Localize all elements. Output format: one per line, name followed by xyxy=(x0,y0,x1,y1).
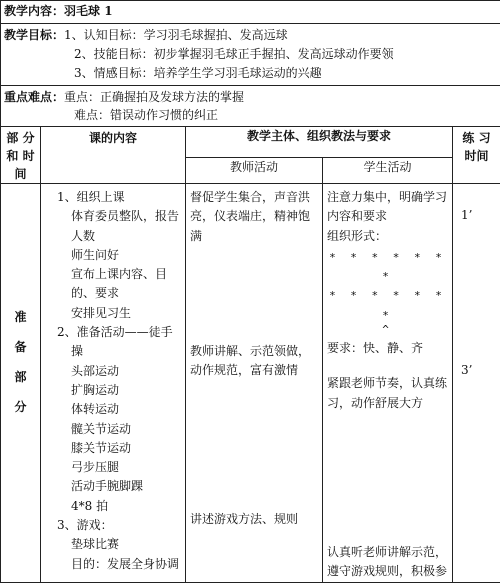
text-line: 紧跟老师节奏，认真练 xyxy=(327,374,448,393)
key-points-row xyxy=(1,86,500,127)
content-line: 4*8 拍 xyxy=(41,497,185,516)
teacher-block-1 xyxy=(190,188,318,246)
text-line: 亮，仪表端庄，精神饱 xyxy=(190,207,318,226)
teacher-block-2 xyxy=(190,342,318,381)
content-line: 操 xyxy=(41,342,185,361)
content-line: 1、组织上课 xyxy=(41,188,185,207)
content-row xyxy=(1,1,500,24)
goals-row xyxy=(1,24,500,86)
time-2: 3’ xyxy=(461,361,500,380)
text-line: 满 xyxy=(190,227,318,246)
text-line: 备 xyxy=(1,332,40,362)
col-content: 课的内容 xyxy=(41,127,185,147)
col-student: 学生活动 xyxy=(323,158,452,176)
content-line: 目的：发展全身协调 xyxy=(41,555,185,574)
teacher-activity xyxy=(190,184,318,530)
content-line: 弓步压腿 xyxy=(41,458,185,477)
content-line: 头部运动 xyxy=(41,362,185,381)
content-line: 3、游戏： xyxy=(41,516,185,535)
content-list xyxy=(41,184,185,574)
content-line: 2、准备活动——徒手 xyxy=(41,323,185,342)
col-main: 教学主体、组织教法与要求 xyxy=(186,127,452,146)
col-teacher: 教师活动 xyxy=(186,158,322,176)
student-block-4 xyxy=(327,543,448,582)
goal-3: 3、情感目标：培养学生学习羽毛球运动的兴趣 xyxy=(4,64,497,83)
text-line: 准 xyxy=(1,302,40,332)
practice-times xyxy=(453,206,500,381)
formation-stars xyxy=(327,248,448,335)
text-line: 部 xyxy=(1,362,40,392)
content-line: 师生问好 xyxy=(41,246,185,265)
text-line: 分 xyxy=(1,392,40,422)
col-part-line2: 和 时 xyxy=(1,147,40,165)
text-line: 注意力集中，明确学习 xyxy=(327,188,448,207)
key-label: 重点难点： xyxy=(4,90,64,104)
student-activity xyxy=(327,184,448,582)
text-line: 动作规范，富有激情 xyxy=(190,361,318,380)
text-line: 内容和要求 xyxy=(327,207,448,226)
text-line: 讲述游戏方法、规则 xyxy=(190,510,318,529)
text-line: * * * * * * * xyxy=(327,248,448,287)
content-line: 扩胸运动 xyxy=(41,381,185,400)
col-part-line3: 间 xyxy=(1,165,40,183)
content-line: 膝关节运动 xyxy=(41,439,185,458)
goals-label: 教学目标： xyxy=(4,28,64,42)
student-block-1 xyxy=(327,188,448,246)
col-part-line1: 部 分 xyxy=(1,129,40,147)
content-line: 髋关节运动 xyxy=(41,420,185,439)
text-line: ^ xyxy=(327,325,448,335)
text-line: 教师讲解、示范领做， xyxy=(190,342,318,361)
content-value: 羽毛球 1 xyxy=(64,4,113,18)
time-1: 1’ xyxy=(461,206,500,225)
text-line: 认真听老师讲解示范， xyxy=(327,543,448,562)
goal-1: 1、认知目标：学习羽毛球握拍、发高远球 xyxy=(64,28,288,42)
content-line: 垫球比赛 xyxy=(41,535,185,554)
student-block-2 xyxy=(327,339,448,358)
text-line: 要求：快、静、齐 xyxy=(327,339,448,358)
col-time-line2: 时间 xyxy=(453,147,500,165)
content-line: 安排见习生 xyxy=(41,304,185,323)
difficulty-point: 难点：错误动作习惯的纠正 xyxy=(4,106,497,124)
text-line: * * * * * * * xyxy=(327,286,448,325)
content-line: 体育委员整队，报告 xyxy=(41,207,185,226)
col-time-line1: 练 习 xyxy=(453,129,500,147)
goal-2: 2、技能目标：初步掌握羽毛球正手握拍、发高远球动作要领 xyxy=(4,45,497,64)
content-line: 体转运动 xyxy=(41,400,185,419)
content-line: 的、要求 xyxy=(41,284,185,303)
prep-section-row xyxy=(1,184,500,583)
content-line: 宣布上课内容、目 xyxy=(41,265,185,284)
student-block-3 xyxy=(327,374,448,413)
text-line: 习，动作舒展大方 xyxy=(327,394,448,413)
text-line: 遵守游戏规则，积极参 xyxy=(327,562,448,581)
text-line: 组织形式： xyxy=(327,227,448,246)
column-header-row xyxy=(1,127,500,158)
teacher-block-3 xyxy=(190,510,318,529)
content-line: 活动手腕脚踝 xyxy=(41,477,185,496)
content-label: 教学内容： xyxy=(4,4,64,18)
content-line: 人数 xyxy=(41,227,185,246)
text-line: 督促学生集合，声音洪 xyxy=(190,188,318,207)
key-point: 重点：正确握拍及发球方法的掌握 xyxy=(64,90,244,104)
section-name xyxy=(1,184,40,422)
